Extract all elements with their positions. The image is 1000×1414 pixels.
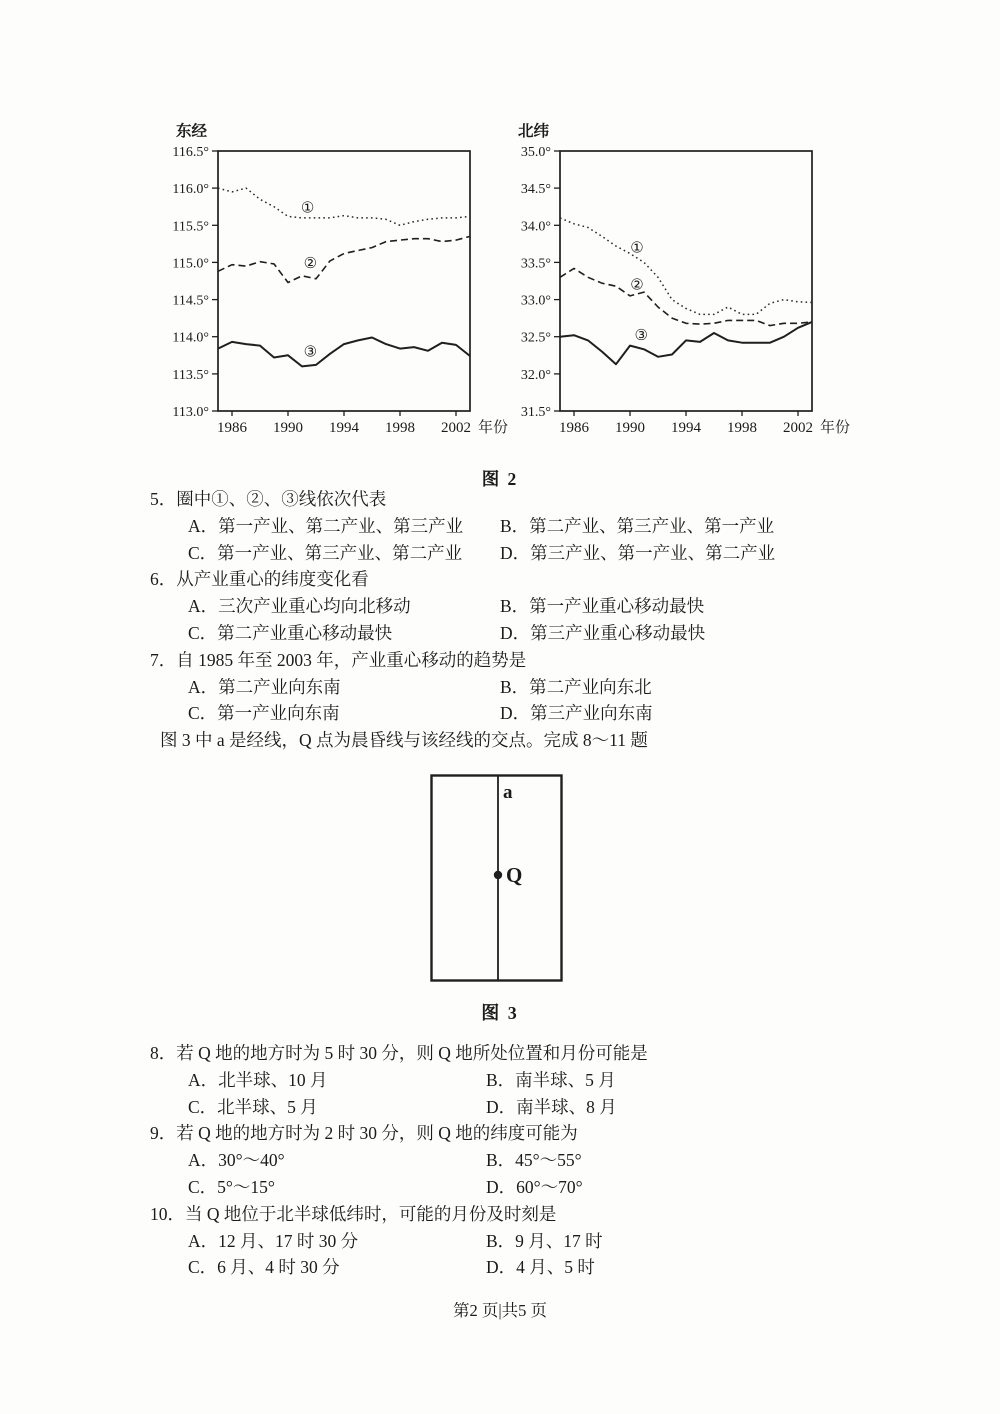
y-tick-label: 116.0° [172,182,209,198]
option-a: A．第二产业向东南 [188,676,341,697]
y-tick-label: 34.5° [520,182,551,198]
option-c: C．5°～15° [188,1176,275,1197]
question-text: 自 1985 年至 2003 年，产业重心移动的趋势是 [176,649,527,670]
option-a: A．北半球、10 月 [188,1069,328,1090]
question-number: 7． [150,649,177,670]
option-d: D．60°～70° [486,1176,583,1197]
question-9-stem [0,1120,1000,1147]
x-axis-unit: 年份 [478,420,509,436]
option-d: D．第三产业、第一产业、第二产业 [500,542,776,563]
y-tick-label: 113.5° [172,367,209,383]
chart-svg [158,110,518,444]
y-tick-label: 32.0° [520,367,551,383]
series-line-dashed [560,268,812,325]
question-9-options-ab [0,1147,1000,1174]
question-number: 5． [150,489,177,509]
x-axis-unit: 年份 [820,420,851,436]
questions-8-10 [0,1040,1000,1281]
plot-frame [560,151,812,411]
x-tick-label: 2002 [441,420,471,436]
question-10-stem [0,1201,1000,1228]
question-7-stem [0,647,1000,674]
option-b: B．南半球、5 月 [486,1069,616,1090]
questions-5-7 [0,486,1000,754]
latitude-trend-chart [500,110,860,444]
question-number: 10． [150,1203,185,1224]
question-text: 若 Q 地的地方时为 2 时 30 分，则 Q 地的纬度可能为 [176,1123,578,1144]
y-tick-label: 113.0° [172,405,209,420]
x-tick-label: 1986 [217,420,247,436]
question-text: 若 Q 地的地方时为 5 时 30 分，则 Q 地所处位置和月份可能是 [176,1043,648,1063]
question-6-options-ab [0,593,1000,620]
figure3-intro-text: 图 3 中 a 是经线，Q 点为晨昏线与该经线的交点。完成 8～11 题 [160,730,648,751]
figure3-caption: 图 3 [481,1003,519,1023]
x-tick-label: 1998 [727,420,757,436]
series-label: ③ [634,328,648,345]
longitude-trend-chart [158,110,518,444]
x-tick-label: 2002 [783,420,813,436]
option-d: D．南半球、8 月 [486,1096,617,1117]
x-tick-label: 1994 [671,420,701,436]
series-line-solid [218,338,470,367]
question-5-options-ab [0,513,1000,540]
y-tick-label: 114.0° [172,330,209,346]
chart-svg [500,110,860,444]
x-tick-label: 1994 [329,420,359,436]
series-line-solid [560,322,812,364]
option-c: C．6 月、4 时 30 分 [188,1257,340,1278]
figure3-meridian-diagram [430,774,564,982]
series-label: ① [300,200,315,217]
x-tick-label: 1990 [615,420,645,436]
x-tick-label: 1998 [385,420,415,436]
x-tick-label: 1990 [273,420,303,436]
question-number: 6． [150,569,177,590]
question-10-options-cd [0,1254,1000,1281]
question-number: 8． [150,1043,177,1063]
option-a: A．三次产业重心均向北移动 [188,596,411,617]
question-8-stem [0,1040,1000,1067]
option-b: B．45°～55° [486,1150,582,1171]
y-tick-label: 32.5° [520,330,551,346]
option-c: C．北半球、5 月 [188,1096,318,1117]
option-d: D．第三产业向东南 [500,703,653,724]
y-tick-label: 35.0° [520,145,551,160]
y-tick-label: 33.5° [520,256,551,272]
question-8-options-cd [0,1094,1000,1121]
option-c: C．第一产业向东南 [188,703,340,724]
y-tick-label: 115.5° [172,219,209,235]
question-10-options-ab [0,1228,1000,1255]
plot-frame [218,151,470,411]
question-6-options-cd [0,620,1000,647]
series-label: ① [630,240,644,257]
option-b: B．9 月、17 时 [486,1230,603,1251]
axis-title: 北纬 [518,123,550,140]
option-b: B．第二产业、第三产业、第一产业 [500,515,775,536]
question-8-options-ab [0,1067,1000,1094]
x-tick-label: 1986 [559,420,589,436]
option-a: A．30°～40° [188,1150,285,1171]
series-label: ② [630,277,644,294]
page-number-footer: 第2 页|共5 页 [452,1301,548,1320]
y-tick-label: 33.0° [520,293,551,309]
y-tick-label: 31.5° [520,405,551,420]
option-d: D．4 月、5 时 [486,1257,595,1278]
y-tick-label: 114.5° [172,293,209,309]
series-label: ③ [303,344,318,361]
question-text: 从产业重心的纬度变化看 [176,569,369,590]
point-q-label: Q [506,863,523,887]
question-text: 当 Q 地位于北半球低纬时，可能的月份及时刻是 [185,1203,557,1224]
question-number: 9． [150,1123,177,1144]
question-9-options-cd [0,1174,1000,1201]
question-7-options-ab [0,674,1000,701]
question-7-options-cd [0,700,1000,727]
series-line-dashed [218,236,470,282]
question-5-options-cd [0,540,1000,567]
question-6-stem [0,566,1000,593]
series-line-dotted [560,218,812,315]
axis-title: 东经 [176,123,208,140]
y-tick-label: 115.0° [172,256,209,272]
option-a: A．第一产业、第二产业、第三产业 [188,515,464,536]
figure2-caption: 图 2 [481,469,519,489]
y-tick-label: 116.5° [172,145,209,160]
option-b: B．第二产业向东北 [500,676,652,697]
option-b: B．第一产业重心移动最快 [500,596,705,617]
option-c: C．第一产业、第三产业、第二产业 [188,542,463,563]
option-a: A．12 月、17 时 30 分 [188,1230,359,1251]
point-q-dot [494,871,502,879]
y-tick-label: 34.0° [520,219,551,235]
series-line-dotted [218,188,470,225]
meridian-label: a [503,782,513,803]
option-c: C．第二产业重心移动最快 [188,622,393,643]
question-5-stem [0,486,1000,513]
question-text: 圈中①、②、③线依次代表 [176,489,387,509]
series-label: ② [303,256,318,273]
option-d: D．第三产业重心移动最快 [500,622,706,643]
